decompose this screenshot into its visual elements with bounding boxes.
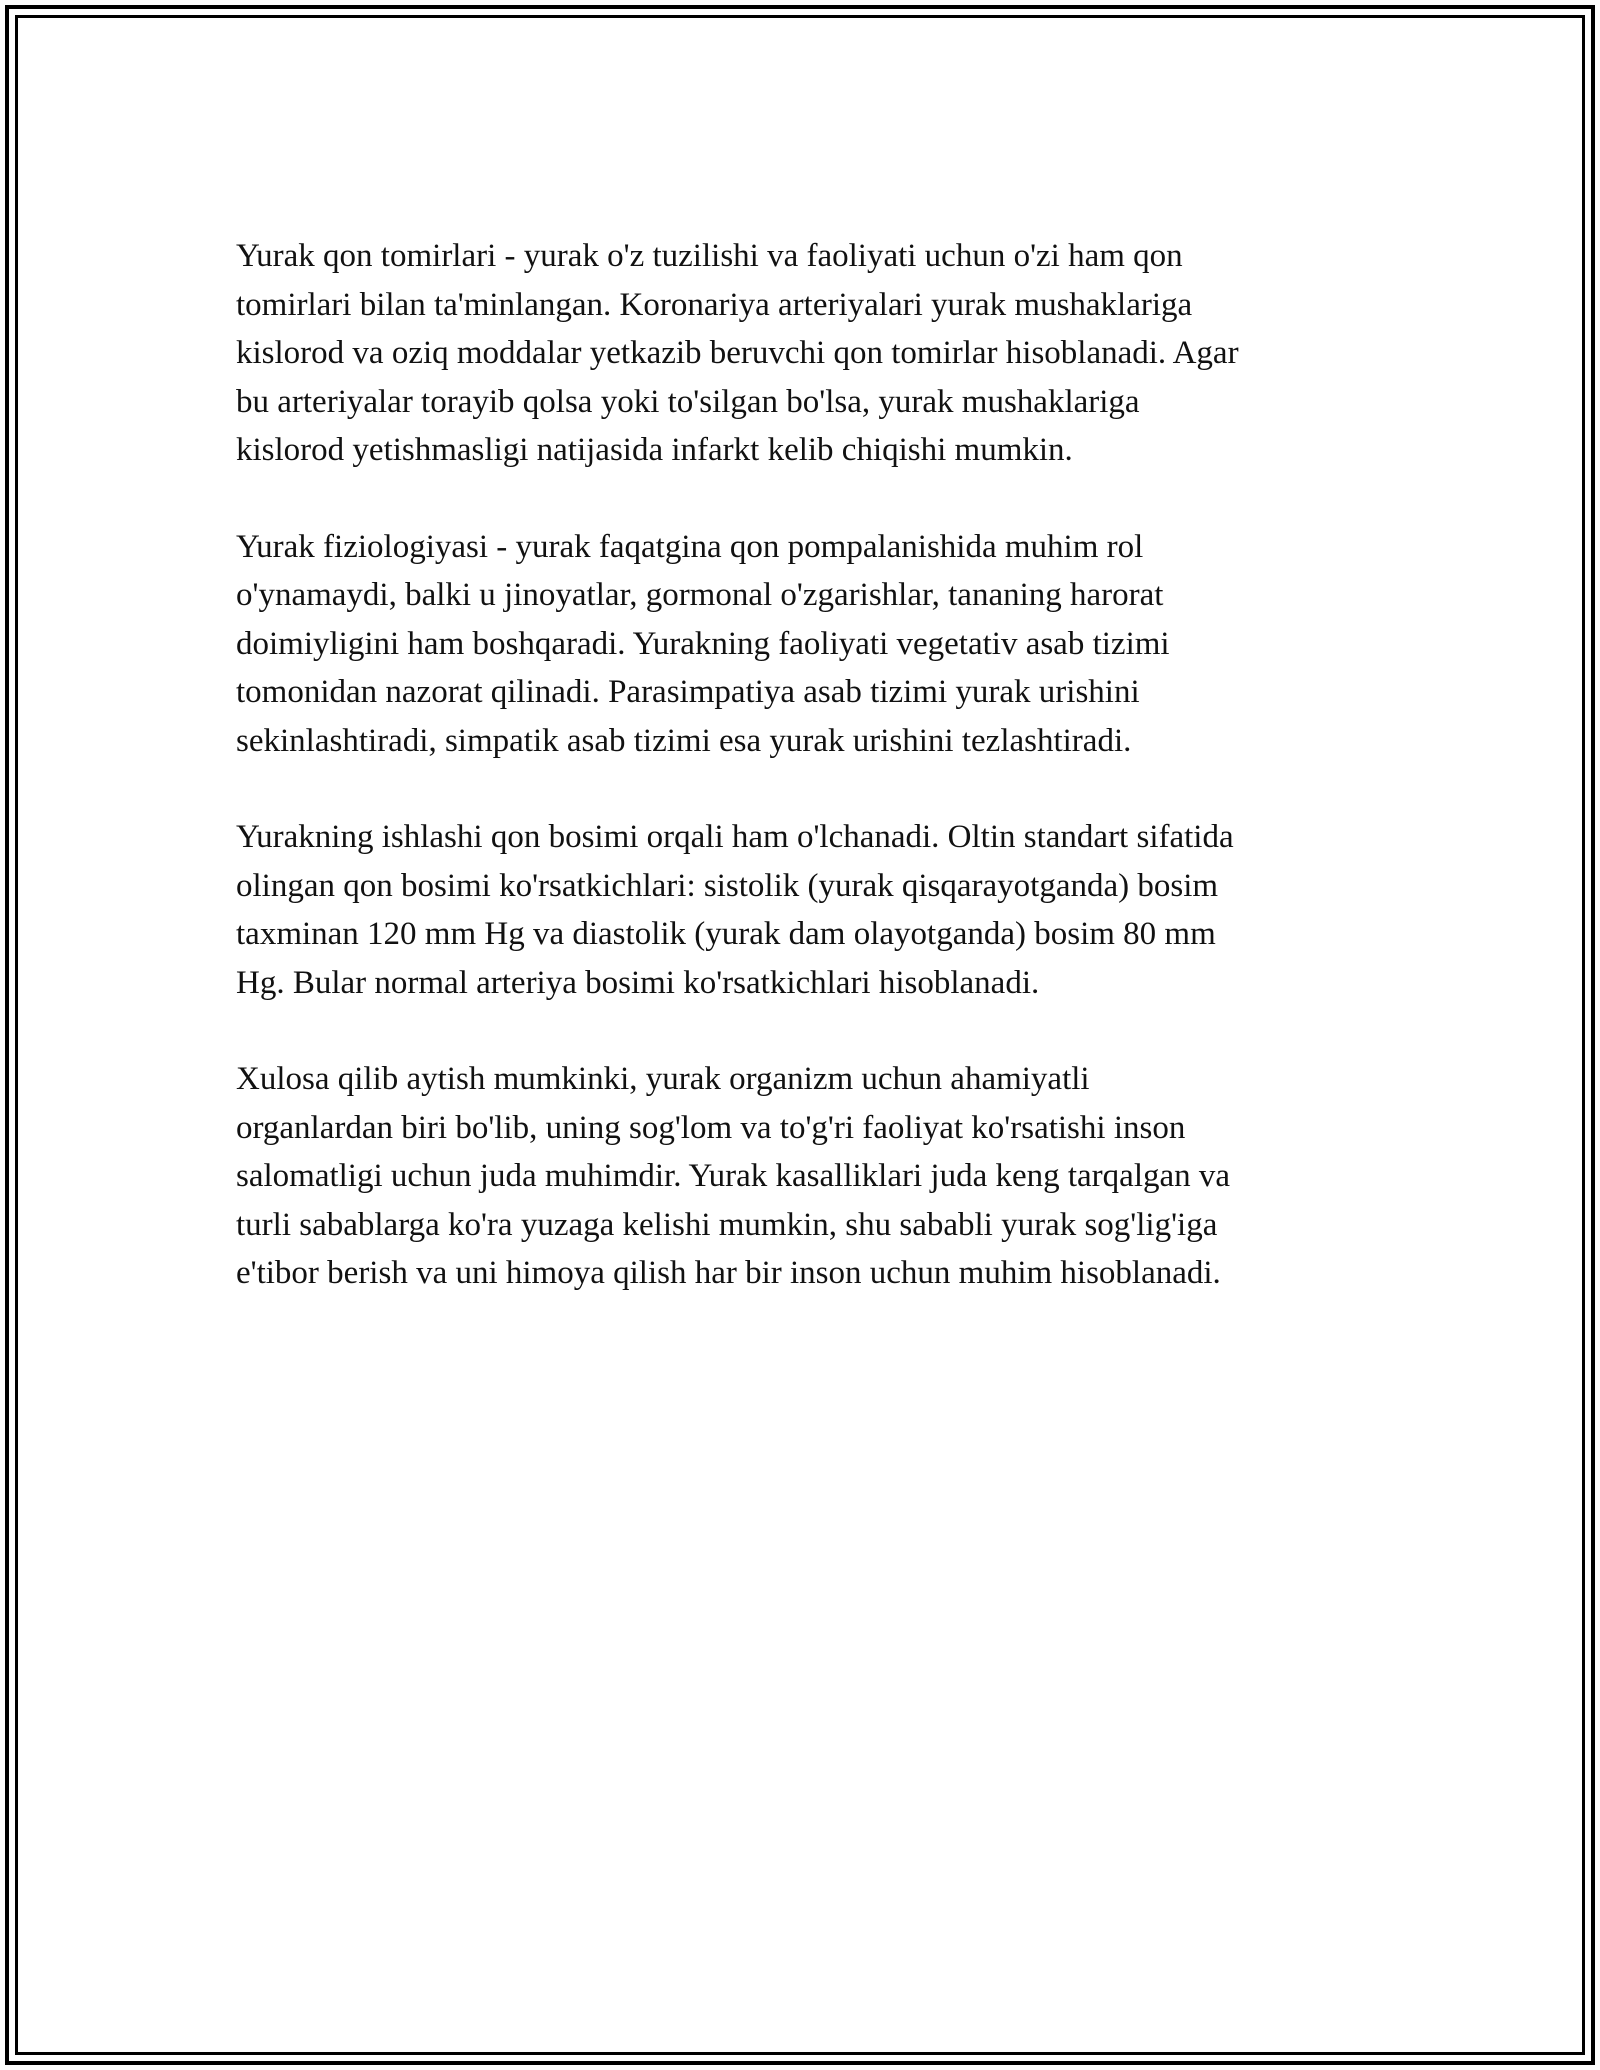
document-body	[236, 232, 1366, 1346]
paragraph-heart-physiology: Yurak fiziologiyasi - yurak faqatgina qon pompalanishida muhim rol o'ynamaydi, balki u jinoyatlar, gormonal o'zgarishlar, tananing harorat doimiyligini ham boshqaradi. Yurakning faoliyati vegetativ asab tizimi tomonidan nazorat qilinadi. Parasimpatiya asab tizimi yurak urishini sekinlashtiradi, simpatik asab tizimi esa yurak urishini tezlashtiradi.	[236, 528, 1170, 759]
paragraph-conclusion: Xulosa qilib aytish mumkinki, yurak organizm uchun ahamiyatli organlardan biri bo'lib, uning sog'lom va to'g'ri faoliyat ko'rsatishi inson salomatligi uchun juda muhimdir. Yurak kasalliklari juda keng tarqalgan va turli sabablarga ko'ra yuzaga kelishi mumkin, shu sababli yurak sog'lig'iga e'tibor berish va uni himoya qilish har bir inson uchun muhim hisoblanadi.	[236, 1061, 1231, 1291]
paragraph-coronary-vessels: Yurak qon tomirlari - yurak o'z tuzilishi va faoliyati uchun o'zi ham qon tomirlari bilan ta'minlangan. Koronariya arteriyalari yurak mushaklariga kislorod va oziq moddalar yetkazib beruvchi qon tomirlar hisoblanadi. Agar bu arteriyalar torayib qolsa yoki to'silgan bo'lsa, yurak mushaklariga kislorod yetishmasligi natijasida infarkt kelib chiqishi mumkin.	[236, 238, 1239, 468]
paragraph-blood-pressure: Yurakning ishlashi qon bosimi orqali ham o'lchanadi. Oltin standart sifatida olingan qon bosimi ko'rsatkichlari: sistolik (yurak qisqarayotganda) bosim taxminan 120 mm Hg va diastolik (yurak dam olayotganda) bosim 80 mm Hg. Bular normal arteriya bosimi ko'rsatkichlari hisoblanadi.	[236, 819, 1234, 1001]
